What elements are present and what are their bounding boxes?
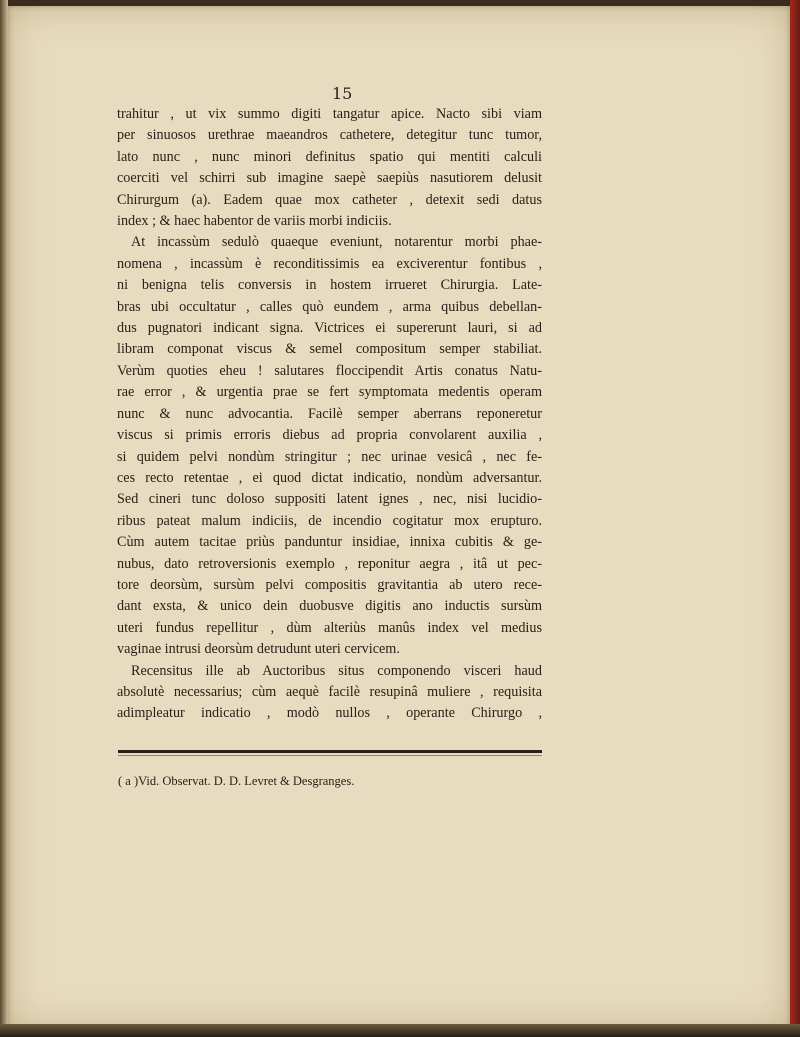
footnote-rule [118, 750, 542, 753]
text-line: adimpleatur indicatio , modò nullos , operante Chirurgo , [117, 705, 542, 722]
text-line: nunc & nunc advocantia. Facilè semper aberrans reponeretur [117, 405, 542, 422]
text-line: nomena , incassùm è reconditissimis ea exciverentur fontibus , [117, 255, 542, 272]
text-line: Chirurgum (a). Eadem quae mox catheter , detexit sedi datus [117, 191, 542, 208]
text-line: nubus, dato retroversionis exemplo , reponitur aegra , itâ ut pec- [117, 555, 542, 572]
text-line: dant exsta, & unico dein duobusve digitis ano inductis sursùm [117, 598, 542, 615]
paragraph-1 [117, 104, 542, 232]
text-line: uteri fundus repellitur , dùm alteriùs manûs index vel medius [117, 619, 542, 636]
text-line: ni benigna telis conversis in hostem irrueret Chirurgia. Late- [117, 277, 542, 294]
text-line: Cùm autem tacitae priùs panduntur insidiae, innixa cubitis & ge- [117, 534, 542, 551]
text-line: rae error , & urgentia prae se fert symptomata medentis operam [117, 384, 542, 401]
page-gutter-shadow [0, 0, 8, 1037]
text-line: index ; & haec habentor de variis morbi indiciis. [117, 213, 392, 230]
text-line: viscus si primis erroris diebus ad propria convolarent auxilia , [117, 427, 542, 444]
text-line: coerciti vel schirri sub imagine saepè saepiùs nasutiorem delusit [117, 170, 542, 187]
text-line: Recensitus ille ab Auctoribus situs componendo visceri haud [131, 662, 542, 679]
page-bottom-edge [0, 1024, 800, 1037]
text-line: per sinuosos urethrae maeandros cathetere, detegitur tunc tumor, [117, 127, 542, 144]
paragraph-2 [117, 232, 542, 660]
body-text [117, 104, 542, 725]
text-line: absolutè necessarius; cùm aequè facilè resupinâ muliere , requisita [117, 683, 542, 700]
text-line: libram componat viscus & semel compositum semper stabiliat. [117, 341, 542, 358]
text-line: ribus pateat malum indiciis, de incendio cogitatur mox erupturo. [117, 512, 542, 529]
page-number: 15 [332, 84, 353, 103]
text-line: bras ubi occultatur , calles quò eundem , arma quibus debellan- [117, 298, 542, 315]
text-line: si quidem pelvi nondùm stringitur ; nec urinae vesicâ , nec fe- [117, 448, 542, 465]
text-line: ces recto retentae , ei quod dictat indicatio, nondùm adversantur. [117, 469, 542, 486]
text-line: At incassùm sedulò quaeque eveniunt, notarentur morbi phae- [131, 234, 542, 251]
text-line: trahitur , ut vix summo digiti tangatur apice. Nacto sibi viam [117, 106, 542, 122]
book-cover-edge [790, 0, 800, 1037]
text-line: Sed cineri tunc doloso suppositi latent ignes , nec, nisi lucidio- [117, 491, 542, 508]
text-line: lato nunc , nunc minori definitus spatio qui mentiti calculi [117, 148, 542, 165]
footnote: ( a )Vid. Observat. D. D. Levret & Desgranges. [118, 774, 355, 788]
text-line: tore deorsùm, sursùm pelvi compositis gravitantia ab utero rece- [117, 576, 542, 593]
footnote-rule-thin [118, 755, 542, 756]
text-line: vaginae intrusi deorsùm detrudunt uteri cervicem. [117, 641, 400, 658]
paragraph-3 [117, 661, 542, 725]
text-line: dus pugnatori indicant signa. Victrices ei supererunt lauri, si ad [117, 320, 542, 337]
text-line: Verùm quoties eheu ! salutares floccipendit Artis conatus Natu- [117, 362, 542, 379]
